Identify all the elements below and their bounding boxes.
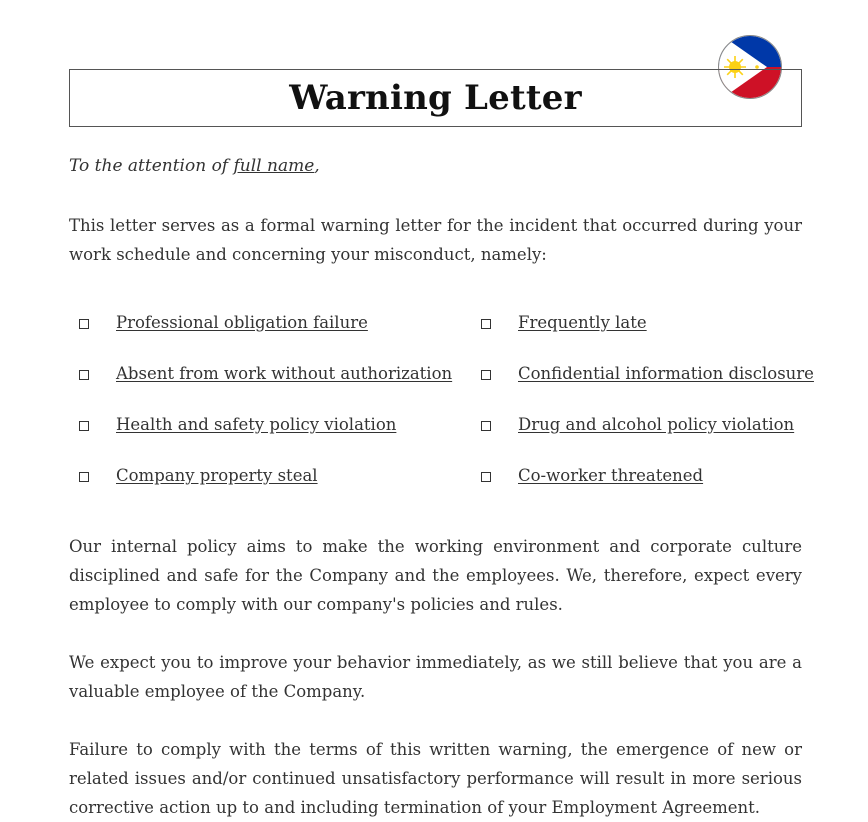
checklist-label[interactable]: Co-worker threatened bbox=[518, 465, 704, 485]
intro-paragraph: This letter serves as a formal warning letter for the incident that occurred during your work schedule and concerning your misconduct, namely: bbox=[69, 216, 802, 264]
checkbox-icon[interactable] bbox=[481, 370, 491, 380]
checklist-label[interactable]: Confidential information disclosure bbox=[518, 363, 814, 383]
checklist-item[interactable] bbox=[481, 360, 814, 386]
failure-paragraph: Failure to comply with the terms of this written warning, the emergence of new or related issues and/or continued unsatisfactory performance will result in more serious corrective action up to and including termination of your Employment Agreement. bbox=[69, 740, 802, 817]
checklist-item[interactable] bbox=[481, 309, 647, 335]
checklist-item[interactable] bbox=[481, 462, 703, 488]
checklist-label[interactable]: Professional obligation failure bbox=[116, 312, 368, 332]
expectation-paragraph: We expect you to improve your behavior immediately, as we still believe that you are a valuable employee of the Company. bbox=[69, 653, 802, 701]
checkbox-icon[interactable] bbox=[79, 370, 89, 380]
attention-suffix: , bbox=[314, 156, 320, 176]
checklist-item[interactable] bbox=[79, 462, 318, 488]
attention-name-field[interactable]: full name bbox=[233, 156, 315, 176]
checklist-item[interactable] bbox=[481, 411, 794, 437]
checklist-label[interactable]: Drug and alcohol policy violation bbox=[518, 414, 795, 434]
attention-prefix: To the attention of bbox=[69, 156, 234, 176]
checkbox-icon[interactable] bbox=[481, 472, 491, 482]
checklist-item[interactable] bbox=[79, 360, 452, 386]
policy-paragraph: Our internal policy aims to make the working environment and corporate culture disciplined and safe for the Company and the employees. We, therefore, expect every employee to comply with our company's policies and rules. bbox=[69, 537, 802, 614]
checklist-item[interactable] bbox=[79, 309, 368, 335]
checkbox-icon[interactable] bbox=[79, 319, 89, 329]
checklist-label[interactable]: Absent from work without authorization bbox=[116, 363, 453, 383]
checkbox-icon[interactable] bbox=[481, 319, 491, 329]
checkbox-icon[interactable] bbox=[481, 421, 491, 431]
document-title: Warning Letter bbox=[289, 78, 582, 118]
checklist-label[interactable]: Company property steal bbox=[116, 465, 318, 485]
checkbox-icon[interactable] bbox=[79, 421, 89, 431]
title-box bbox=[69, 69, 802, 127]
attention-line bbox=[69, 156, 320, 176]
checklist-label[interactable]: Health and safety policy violation bbox=[116, 414, 397, 434]
checkbox-icon[interactable] bbox=[79, 472, 89, 482]
checklist-label[interactable]: Frequently late bbox=[518, 312, 647, 332]
checklist-item[interactable] bbox=[79, 411, 396, 437]
